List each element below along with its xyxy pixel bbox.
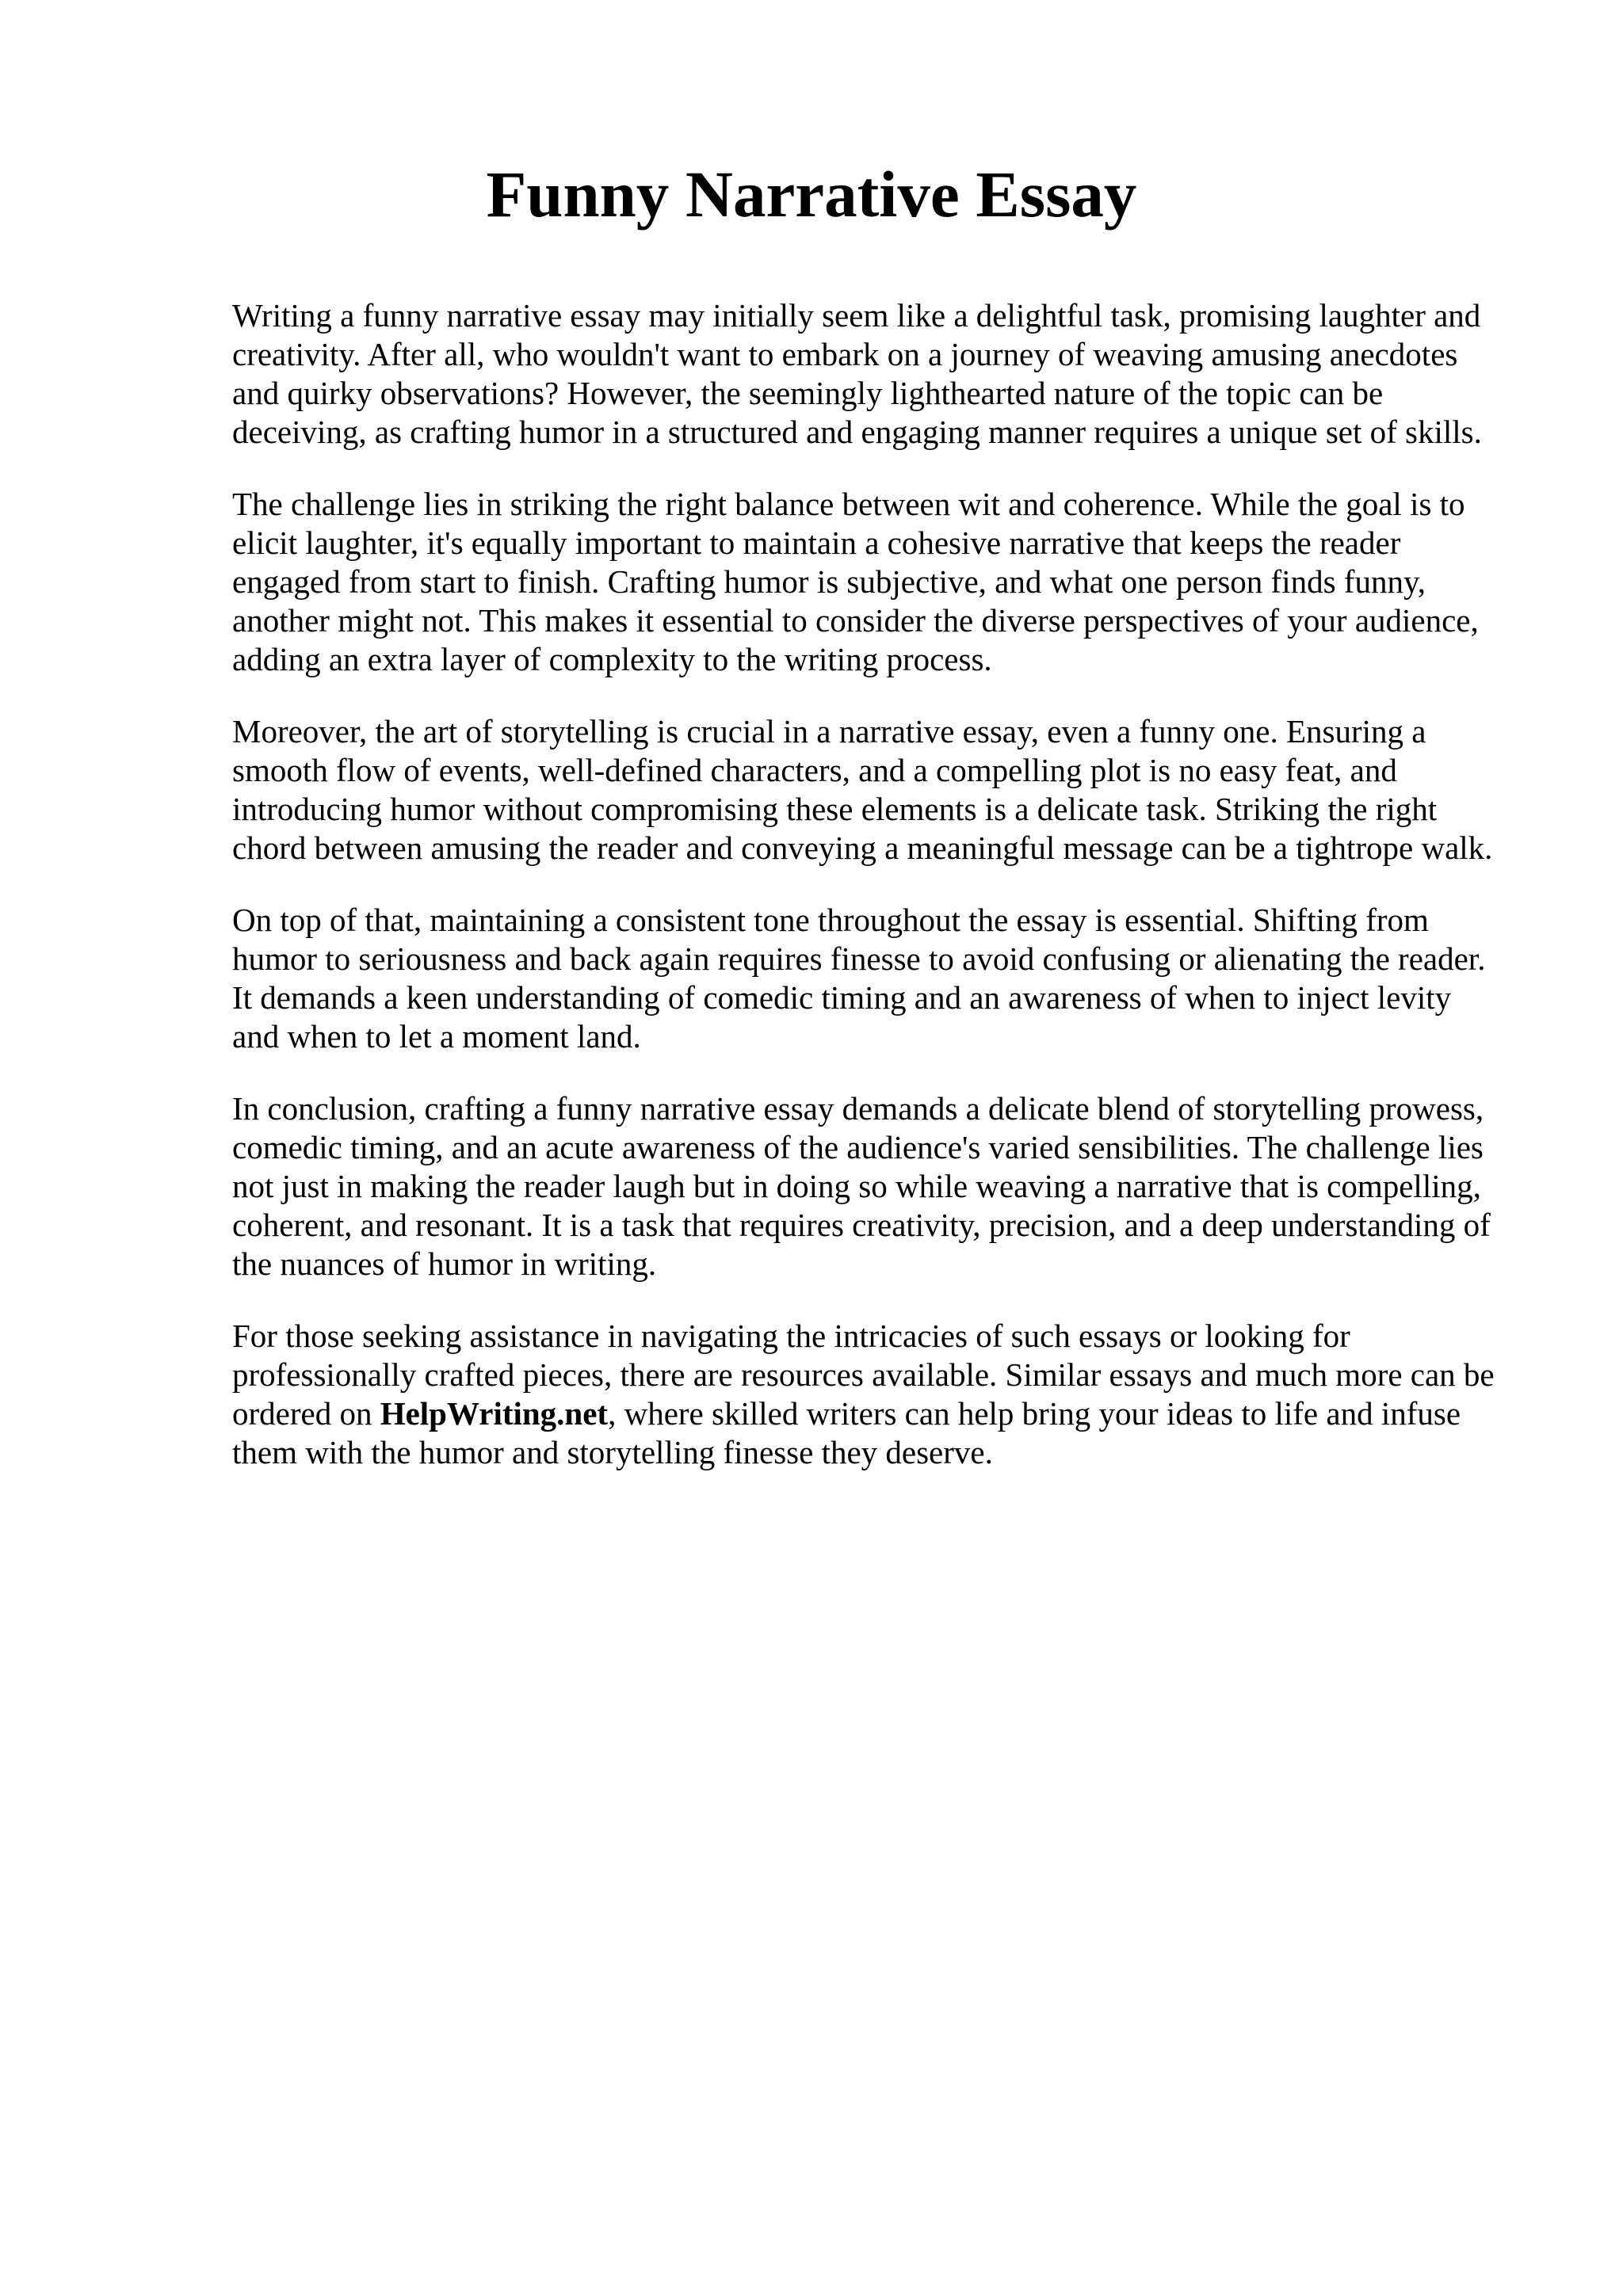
paragraph-line: them with the humor and storytelling finesse they deserve.: [232, 1434, 993, 1470]
paragraph-line: smooth flow of events, well-defined characters, and a compelling plot is no easy feat, and: [232, 752, 1397, 788]
paragraph-line: and quirky observations? However, the seemingly lighthearted nature of the topic can be: [232, 375, 1384, 411]
paragraph-line: and when to let a moment land.: [232, 1018, 641, 1055]
paragraph-line: introducing humor without compromising these elements is a delicate task. Striking the right: [232, 791, 1438, 827]
paragraph-line: coherent, and resonant. It is a task that requires creativity, precision, and a deep understanding of: [232, 1207, 1491, 1243]
paragraph-line: chord between amusing the reader and conveying a meaningful message can be a tightrope walk.: [232, 830, 1493, 866]
paragraph-line: On top of that, maintaining a consistent tone throughout the essay is essential. Shifting from: [232, 902, 1429, 938]
paragraph-6: [232, 1317, 1518, 1472]
essay-body: [232, 296, 1518, 1505]
paragraph-line: another might not. This makes it essential to consider the diverse perspectives of your audience,: [232, 602, 1479, 639]
paragraph-line: professionally crafted pieces, there are resources available. Similar essays and much more can be: [232, 1356, 1495, 1393]
page-title: Funny Narrative Essay: [486, 158, 1137, 231]
paragraph-text: ordered on: [232, 1395, 380, 1432]
paragraph-3: [232, 712, 1518, 868]
paragraph-line: the nuances of humor in writing.: [232, 1245, 657, 1282]
paragraph-line: Writing a funny narrative essay may initially seem like a delightful task, promising laughter and: [232, 297, 1481, 334]
paragraph-line: comedic timing, and an acute awareness of the audience's varied sensibilities. The challenge lies: [232, 1129, 1484, 1165]
helpwriting-link[interactable]: HelpWriting.net: [380, 1395, 609, 1432]
paragraph-line: not just in making the reader laugh but in doing so while weaving a narrative that is compelling,: [232, 1168, 1481, 1204]
paragraph-line: elicit laughter, it's equally important to maintain a cohesive narrative that keeps the reader: [232, 524, 1401, 561]
paragraph-line: [232, 1394, 1518, 1433]
paragraph-line: deceiving, as crafting humor in a structured and engaging manner requires a unique set of skills.: [232, 414, 1482, 450]
paragraph-line: The challenge lies in striking the right balance between wit and coherence. While the goal is to: [232, 486, 1465, 522]
paragraph-line: In conclusion, crafting a funny narrative essay demands a delicate blend of storytelling prowess,: [232, 1090, 1484, 1127]
paragraph-line: For those seeking assistance in navigating the intricacies of such essays or looking for: [232, 1318, 1350, 1354]
paragraph-line: engaged from start to finish. Crafting humor is subjective, and what one person finds funny,: [232, 563, 1426, 600]
paragraph-line: It demands a keen understanding of comedic timing and an awareness of when to inject levity: [232, 979, 1452, 1016]
paragraph-line: creativity. After all, who wouldn't want to embark on a journey of weaving amusing anecdotes: [232, 336, 1458, 372]
paragraph-1: [232, 296, 1518, 452]
paragraph-line: adding an extra layer of complexity to the writing process.: [232, 641, 992, 677]
paragraph-line: Moreover, the art of storytelling is crucial in a narrative essay, even a funny one. Ensuring a: [232, 713, 1426, 749]
paragraph-2: [232, 485, 1518, 679]
paragraph-line: humor to seriousness and back again requires finesse to avoid confusing or alienating the reader.: [232, 940, 1486, 977]
paragraph-4: [232, 901, 1518, 1056]
paragraph-5: [232, 1089, 1518, 1283]
paragraph-text: , where skilled writers can help bring your ideas to life and infuse: [608, 1395, 1461, 1432]
